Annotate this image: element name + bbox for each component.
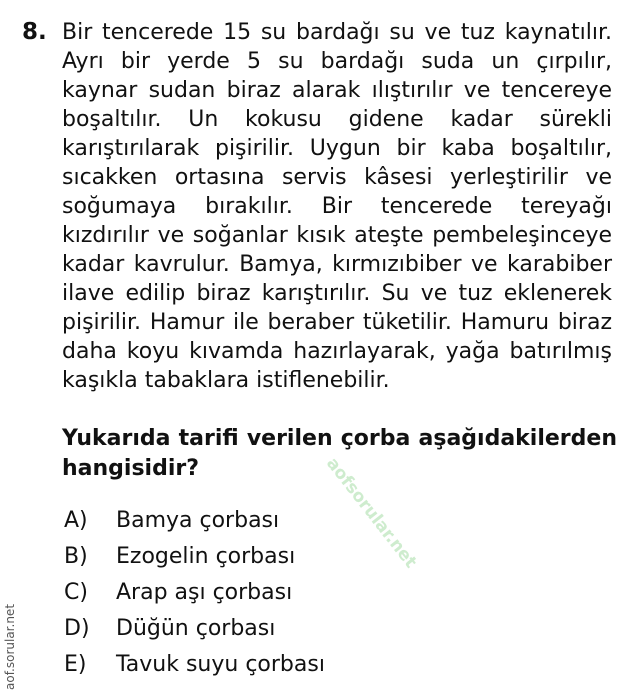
question-passage: Bir tencerede 15 su bardağı su ve tuz kaynatılır. Ayrı bir yerde 5 su bardağı suda un çırpılır, kaynar sudan biraz alarak ılıştırılır ve tencereye boşaltılır. Un kokusu gidene kadar sürekli karıştırılarak pişirilir. Uygun bir kaba boşaltılır, sıcakken ortasına servis kâsesi yerleştirilir ve soğumaya bırakılır. Bir tencerede tereyağı kızdırılır ve soğanlar kısık ateşte pembeleşinceye kadar kavrulur. Bamya, kırmızıbiber ve karabiber ilave edilip biraz karıştırılır. Su ve tuz eklenerek pişirilir. Hamur ile beraber tüketilir. Hamuru biraz daha koyu kıvamda hazırlayarak, yağa batırılmış kaşıkla tabaklara istiflenebilir. <box>62 20 612 393</box>
watermark-side: aof.sorular.net <box>3 603 17 690</box>
option-letter: C) <box>64 579 88 605</box>
option-letter: D) <box>64 615 90 641</box>
answer-options <box>64 502 325 682</box>
question-prompt: Yukarıda tarifi verilen çorba aşağıdakilerden hangisidir? <box>62 426 617 481</box>
answer-option-c[interactable] <box>64 574 325 610</box>
option-letter: E) <box>64 651 87 677</box>
answer-option-b[interactable] <box>64 538 325 574</box>
option-text: Tavuk suyu çorbası <box>116 651 325 677</box>
option-letter: A) <box>64 507 88 533</box>
question-number: 8. <box>22 19 47 45</box>
option-text: Arap aşı çorbası <box>116 579 293 605</box>
watermark-diagonal: aofsorular.net <box>322 453 421 572</box>
option-text: Düğün çorbası <box>116 615 276 641</box>
answer-option-e[interactable] <box>64 646 325 682</box>
option-letter: B) <box>64 543 88 569</box>
answer-option-d[interactable] <box>64 610 325 646</box>
answer-option-a[interactable] <box>64 502 325 538</box>
option-text: Ezogelin çorbası <box>116 543 296 569</box>
option-text: Bamya çorbası <box>116 507 280 533</box>
